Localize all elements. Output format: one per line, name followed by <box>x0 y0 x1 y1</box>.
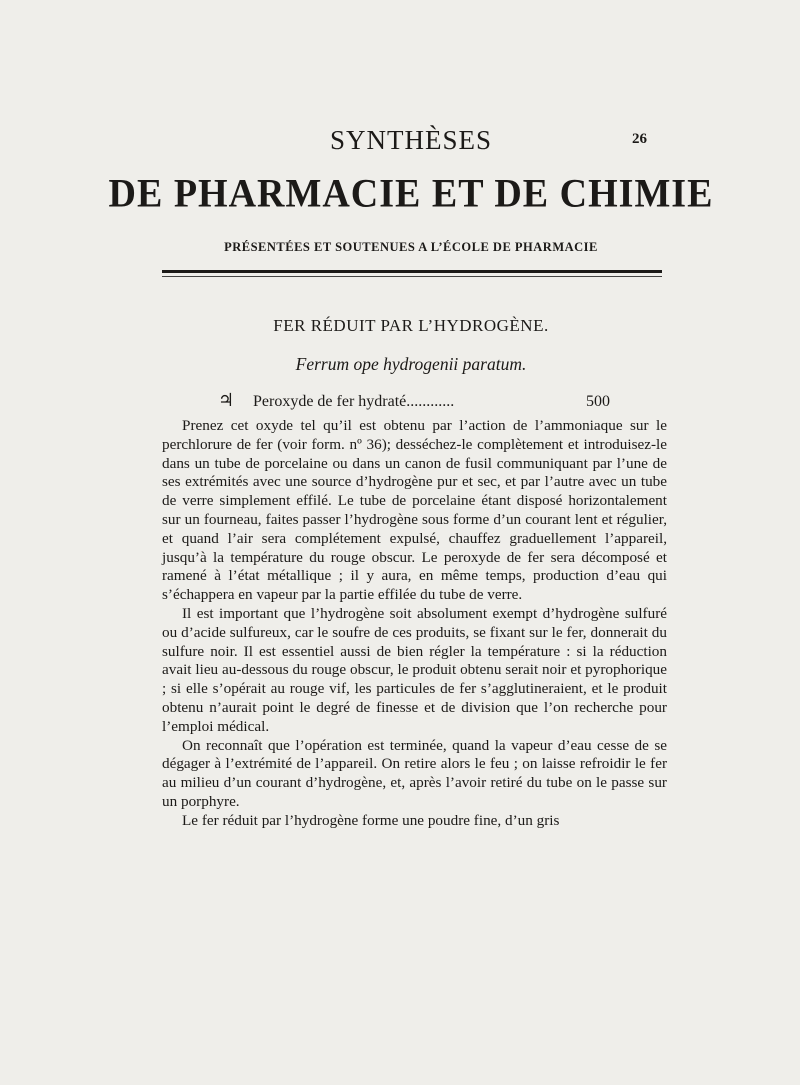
section-heading: FER RÉDUIT PAR L’HYDROGÈNE. <box>273 316 549 335</box>
recipe-quantity: 500 <box>586 393 610 410</box>
recipe-line <box>218 390 610 411</box>
header-rule-thick <box>162 270 662 273</box>
paragraph-completion: On reconnaît que l’opération est terminée, quand la vapeur d’eau cesse de se dégager à l’extrémité de l’appareil. On retire alors le feu ; on laisse refroidir le fer au milieu d’un courant d’hydrogène, et, après l’avoir retiré du tube on le passe sur un porphyre. <box>162 736 667 810</box>
header-rule-thin <box>162 276 662 277</box>
paragraph-hydrogen-purity: Il est important que l’hydrogène soit absolument exempt d’hydrogène sulfuré ou d’acide sulfureux, car le soufre de ces produits, se fixant sur le fer, donnerait du sulfure noir. Il est essentiel aussi de bien régler la température : si la réduction avait lieu au-dessous du rouge obscur, le produit obtenu serait noir et pyrophorique ; si elle s’opérait au rouge vif, les particules de fer s’agglutineraient, et le produit obtenu n’aurait point le degré de finesse et de division que l’on recherche pour l’emploi médical. <box>162 604 667 735</box>
recipe-symbol-icon: ♃ <box>218 390 235 410</box>
header-title-line2: DE PHARMACIE ET DE CHIMIE <box>108 171 714 217</box>
section-latin-title: Ferrum ope hydrogenii paratum. <box>295 354 527 374</box>
recipe-ingredient: Peroxyde de fer hydraté............ <box>253 393 455 410</box>
header-subtitle: PRÉSENTÉES ET SOUTENUES A L’ÉCOLE DE PHARMACIE <box>224 240 598 254</box>
paragraph-description: Le fer réduit par l’hydrogène forme une poudre fine, d’un gris <box>182 811 560 829</box>
page-number: 26 <box>632 131 647 147</box>
header-title-line1: SYNTHÈSES <box>329 125 493 155</box>
body-text <box>162 417 667 831</box>
paragraph-preparation: Prenez cet oxyde tel qu’il est obtenu par l’action de l’ammoniaque sur le perchlorure de fer (voir form. nº 36); desséchez-le complètement et introduisez-le dans un tube de porcelaine ou dans un canon de fusil communiquant par l’une de ses extrémités avec une source d’hydrogène pur et sec, et par l’autre avec un tube de verre simplement effilé. Le tube de porcelaine étant disposé horizontalement sur un fourneau, faites passer l’hydrogène sous forme d’un courant lent et régulier, et quand l’air sera complétement expulsé, chauffez graduellement l’appareil, jusqu’à la température du rouge obscur. Le peroxyde de fer sera décomposé et ramené à l’état métallique ; il y aura, en même temps, production d’eau qui s’échappera en vapeur par la partie effilée du tube de verre. <box>162 417 667 604</box>
